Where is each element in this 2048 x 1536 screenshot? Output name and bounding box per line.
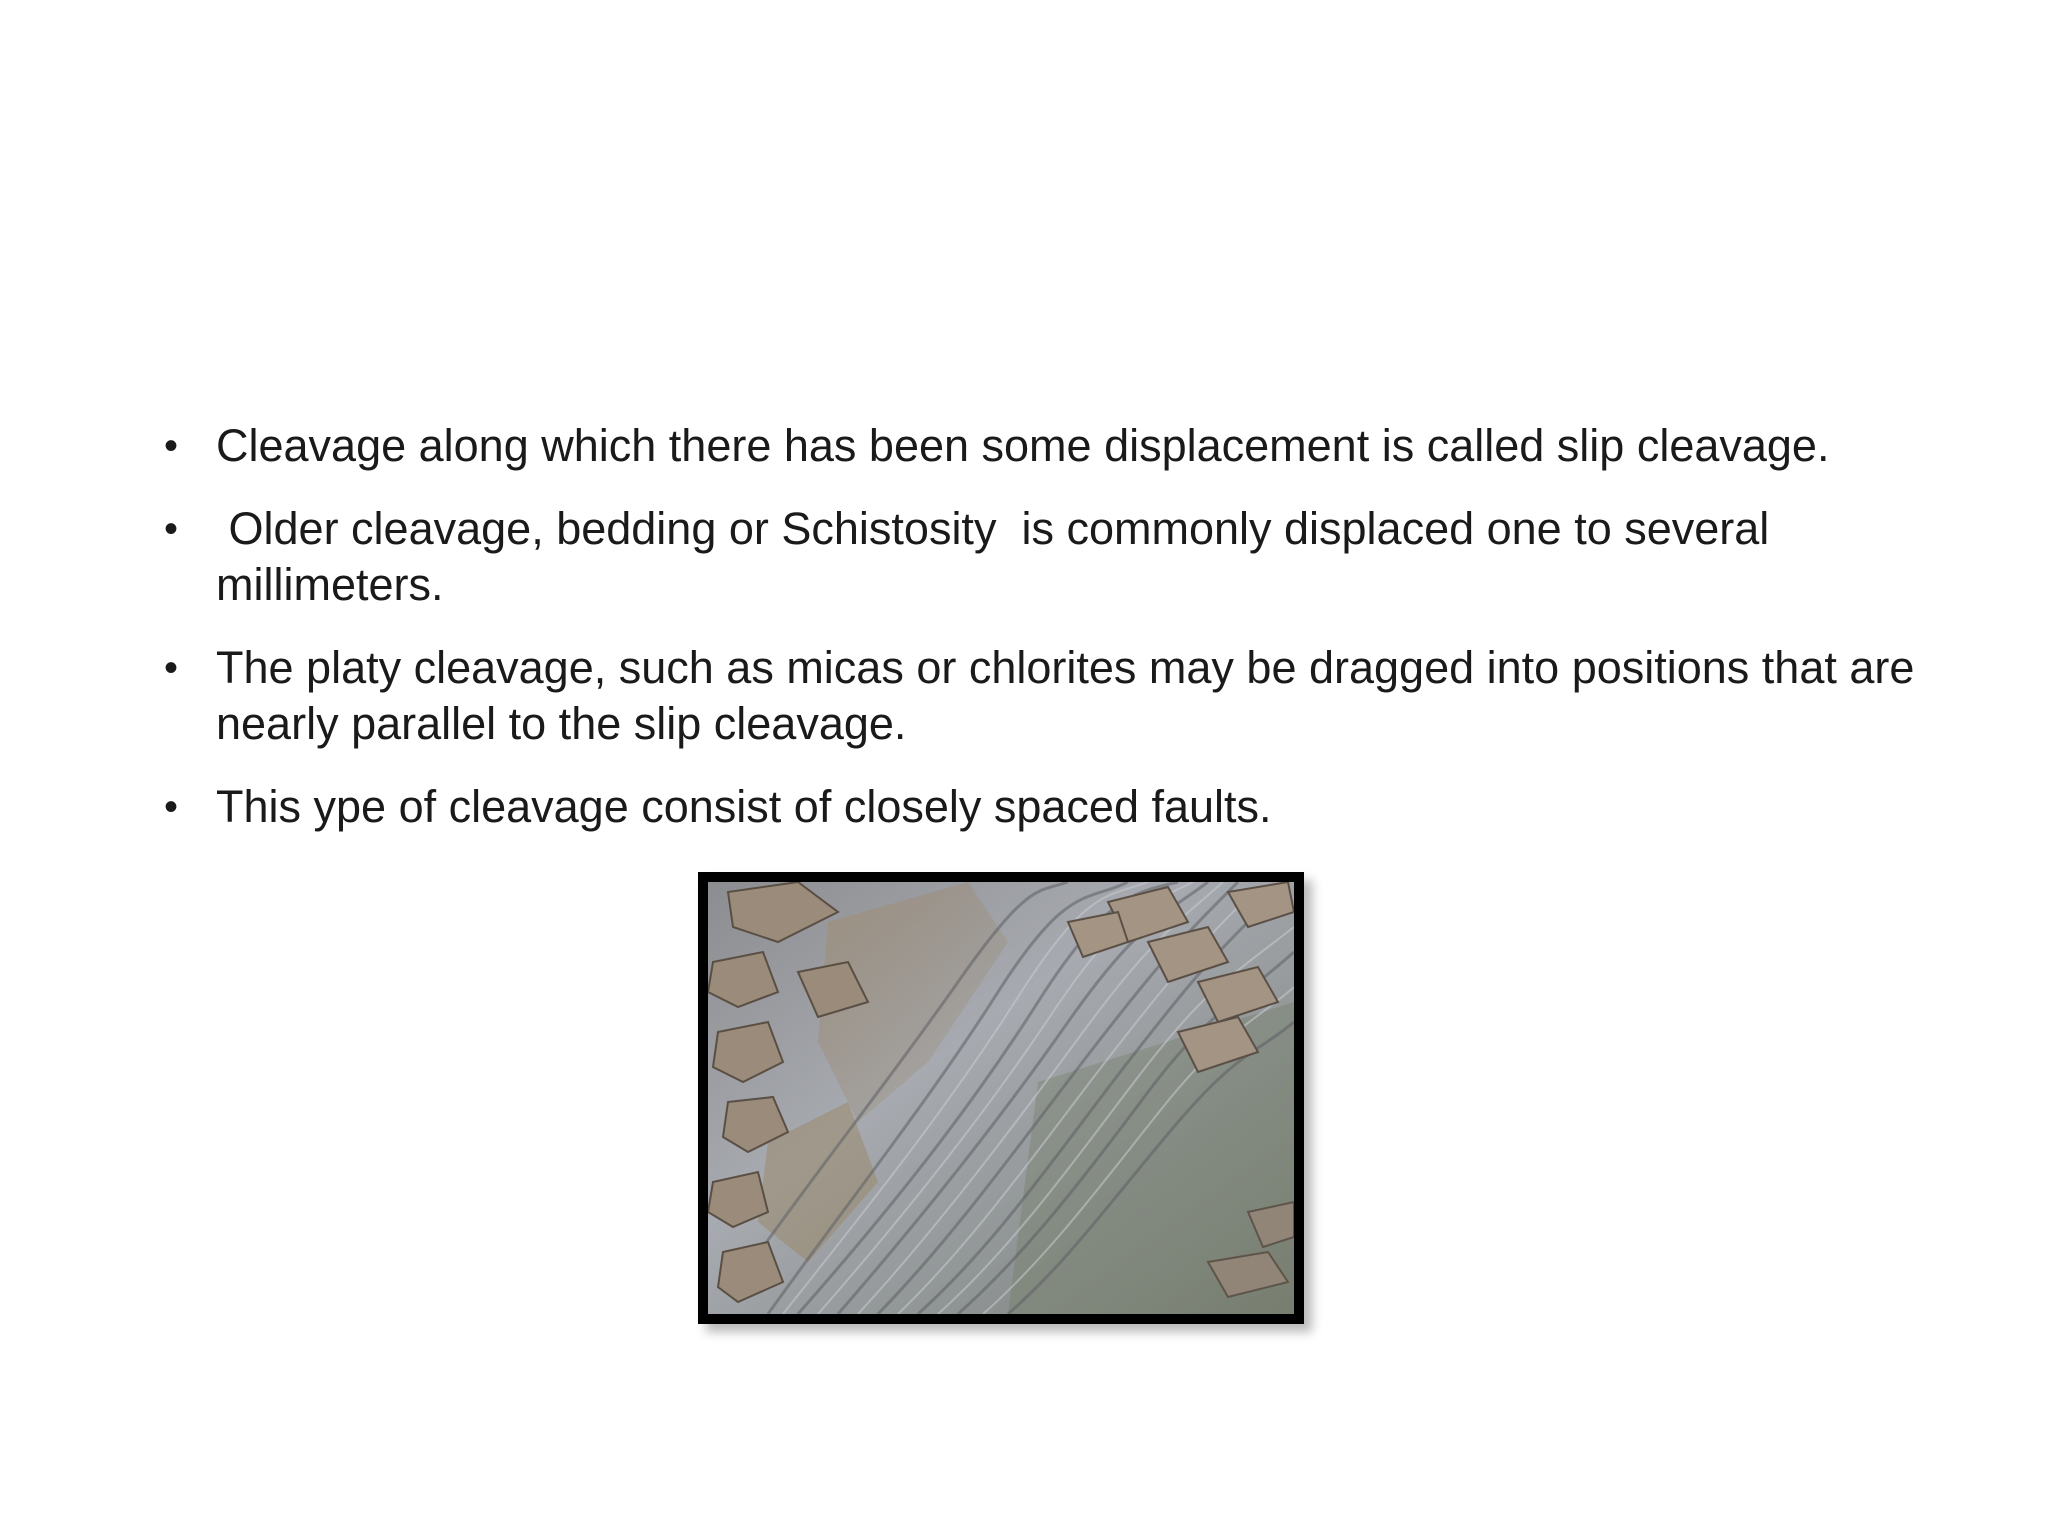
- rock-outcrop-photo-icon: [708, 882, 1294, 1314]
- bullet-text: The platy cleavage, such as micas or chlorites may be dragged into positions that are nearly parallel to the slip cleavage.: [216, 642, 1927, 749]
- bullet-text: Cleavage along which there has been some displacement is called slip cleavage.: [216, 420, 1830, 471]
- bullet-text: This ype of cleavage consist of closely spaced faults.: [216, 781, 1272, 832]
- bullet-dot: •: [164, 646, 179, 690]
- bullet-item: [158, 418, 1918, 474]
- bullet-dot: •: [164, 424, 179, 468]
- bullet-list: [158, 418, 1927, 862]
- bullet-dot: •: [164, 507, 179, 551]
- rock-outcrop-photo: [698, 872, 1304, 1324]
- bullet-item: [158, 640, 1927, 752]
- bullet-text: Older cleavage, bedding or Schistosity is commonly displaced one to several millimeters.: [216, 503, 1782, 610]
- bullet-item: [158, 501, 1918, 613]
- bullet-dot: •: [164, 785, 179, 829]
- bullet-item: [158, 779, 1918, 835]
